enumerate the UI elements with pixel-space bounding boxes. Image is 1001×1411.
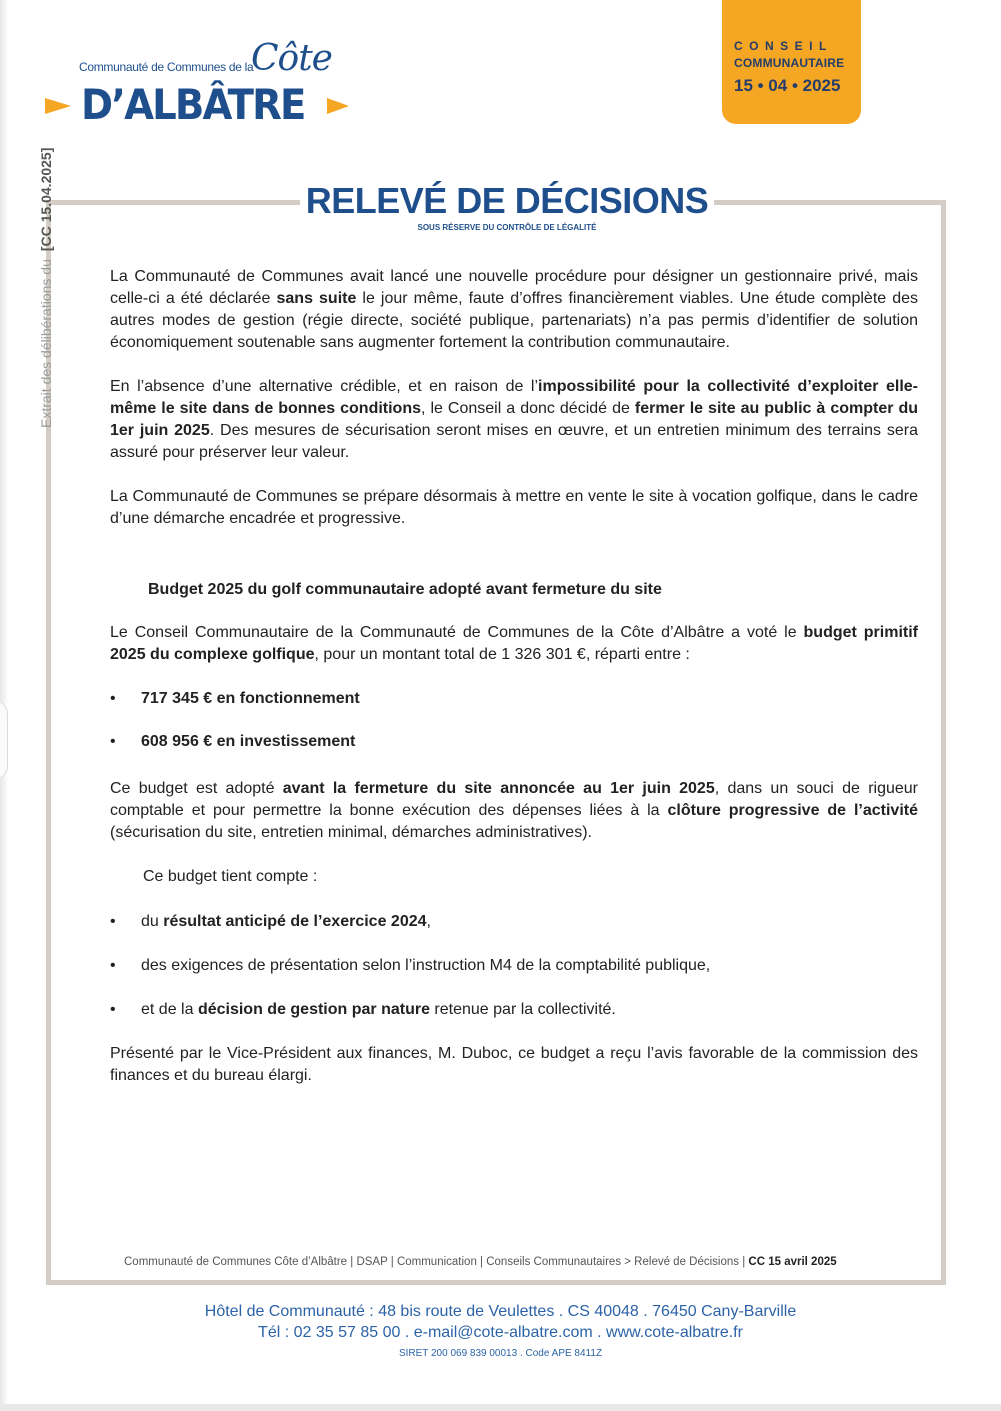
logo-cote-text: Côte <box>251 38 332 79</box>
list-item: • 717 345 € en fonctionnement <box>110 690 360 707</box>
paragraph-7: Présenté par le Vice-Président aux finances, M. Duboc, ce budget a reçu l’avis favorable de la commission des finances et du bureau élargi. <box>110 1045 918 1084</box>
list-item: • du résultat anticipé de l’exercice 2024, <box>110 913 431 930</box>
paragraph-2: En l’absence d’une alternative crédible, et en raison de l’impossibilité pour la collectivité d’exploiter elle-même le site dans de bonnes conditions, le Conseil a donc décidé de fermer le site au public à compter du 1er juin 2025. Des mesures de sécurisation seront mises en œuvre, et un entretien minimum des terrains sera assuré pour préserver leur valeur. <box>110 378 919 461</box>
list-item: • et de la décision de gestion par nature retenue par la collectivité. <box>110 1001 616 1018</box>
footer-address: Hôtel de Communauté : 48 bis route de Veulettes . CS 40048 . 76450 Cany-Barville <box>204 1303 797 1320</box>
page-subtitle: SOUS RÉSERVE DU CONTRÔLE DE LÉGALITÉ <box>417 223 597 232</box>
paragraph-1: La Communauté de Communes avait lancé une nouvelle procédure pour désigner un gestionnaire privé, mais celle-ci a été déclarée sans suite le jour même, faute d’offres financièrement viables. Une étude complète des autres modes de gestion (régie directe, société publique, partenariats) n’a pas permis d’identifier de solution économiquement soutenable sans augmenter fortement la contribution communautaire. <box>110 268 919 351</box>
side-extract-text: Extrait des délibérations du <box>38 259 54 428</box>
side-extract-ref: [CC 15.04.2025] <box>38 147 54 252</box>
badge-date: 15 • 04 • 2025 <box>734 76 841 95</box>
council-date-badge <box>722 0 861 124</box>
section-heading: Budget 2025 du golf communautaire adopté avant fermeture du site <box>148 581 662 598</box>
logo-top-text: Communauté de Communes de la <box>79 60 254 74</box>
footer-contact: Tél : 02 35 57 85 00 . e-mail@cote-albatre.com . www.cote-albatre.fr <box>258 1324 743 1341</box>
footer-breadcrumb: Communauté de Communes Côte d’Albâtre | DSAP | Communication | Conseils Communautaires > Relevé de Décisions | CC 15 avril 2025 <box>124 1256 837 1268</box>
badge-line-2: COMMUNAUTAIRE <box>734 56 845 70</box>
side-extract-label <box>38 148 54 428</box>
scroll-handle[interactable] <box>0 700 8 780</box>
badge-line-1: CONSEIL <box>734 39 833 53</box>
document-body <box>110 266 918 1087</box>
page-bottom-edge <box>0 1404 1001 1411</box>
page-title: RELEVÉ DE DÉCISIONS <box>305 180 709 221</box>
logo-arrow-left-icon <box>45 98 71 114</box>
logo-arrow-right-icon <box>327 98 349 114</box>
list-item: • 608 956 € en investissement <box>110 733 356 750</box>
footer-siret: SIRET 200 069 839 00013 . Code APE 8411Z <box>398 1348 603 1359</box>
paragraph-4: Le Conseil Communautaire de la Communauté de Communes de la Côte d’Albâtre a voté le budget primitif 2025 du complexe golfique, pour un montant total de 1 326 301 €, réparti entre : <box>110 624 918 663</box>
logo-main-text: D’ALBÂTRE <box>81 80 305 129</box>
list-item: • des exigences de présentation selon l’instruction M4 de la comptabilité publique, <box>110 957 711 974</box>
logo <box>45 36 365 136</box>
paragraph-6: Ce budget tient compte : <box>143 868 318 885</box>
paragraph-5: Ce budget est adopté avant la fermeture du site annoncée au 1er juin 2025, dans un souci de rigueur comptable et pour permettre la bonne exécution des dépenses liées à la clôture progressive de l’activité (sécurisation du site, entretien minimal, démarches administratives). <box>110 780 919 841</box>
paragraph-3: La Communauté de Communes se prépare désormais à mettre en vente le site à vocation golfique, dans le cadre d’une démarche encadrée et progressive. <box>110 488 918 527</box>
